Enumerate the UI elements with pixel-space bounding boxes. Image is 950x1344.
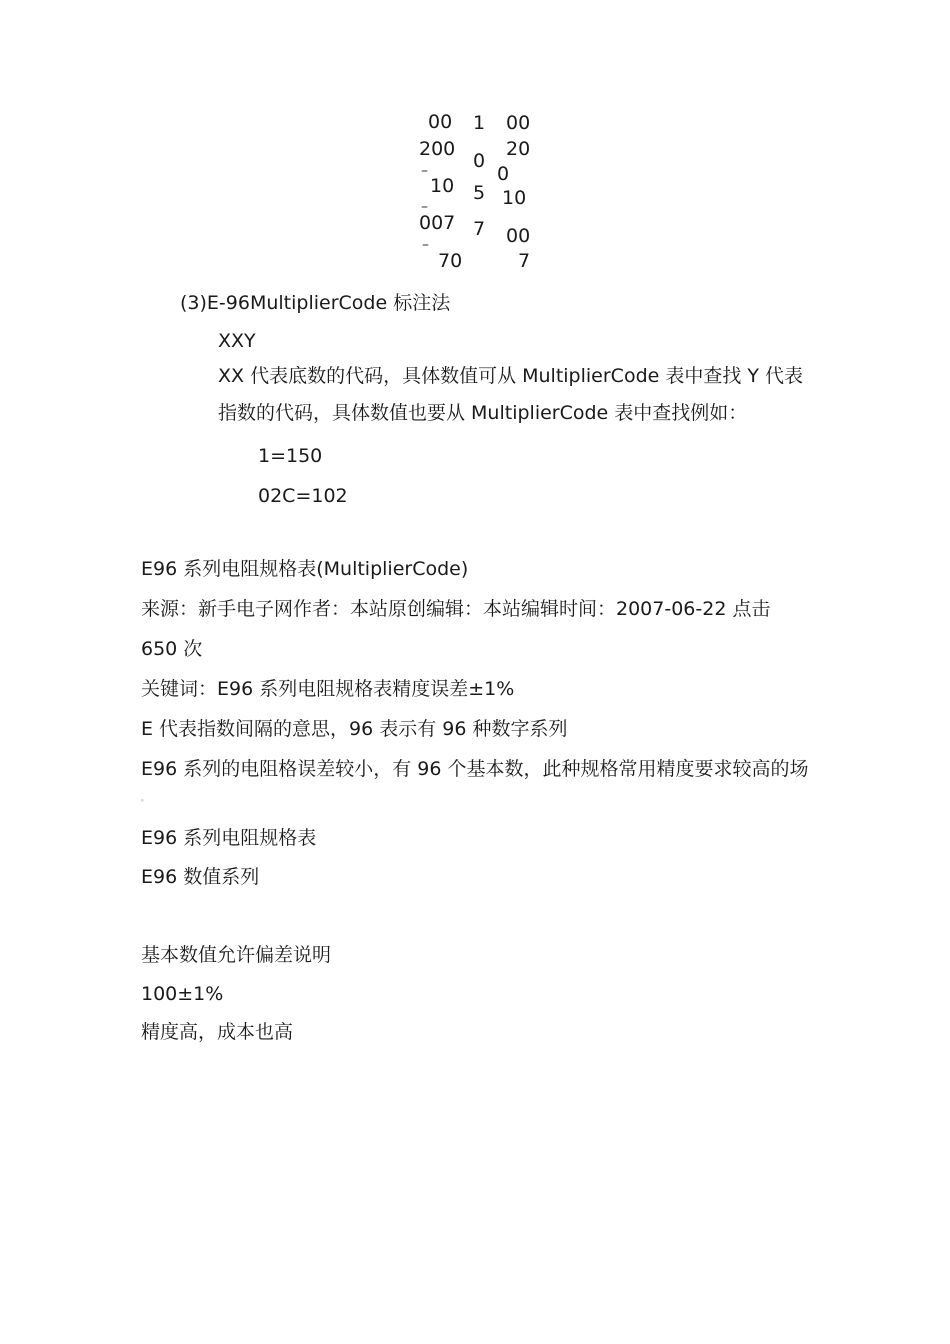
fragment-text: 200 [419, 138, 456, 160]
paragraph-continuation: ﾟ [141, 800, 146, 810]
fragment-text: 00 [506, 225, 531, 247]
article-keywords: 关键词：E96 系列电阻规格表精度误差±1% [141, 678, 515, 700]
table-note: 精度高，成本也高 [141, 1021, 294, 1043]
fragment-text: 007 [419, 212, 456, 234]
example-line: 1=150 [258, 445, 323, 467]
fragment-text: 5 [473, 182, 486, 204]
fragment-text: 10 [430, 175, 455, 197]
fragment-text: 7 [473, 218, 486, 240]
article-meta: 650 次 [141, 638, 203, 660]
article-paragraph: E96 系列的电阻格误差较小，有 96 个基本数，此种规格常用精度要求较高的场 [141, 758, 809, 780]
fragment-text-clipped: 0 [497, 163, 510, 185]
article-title: E96 系列电阻规格表(MultiplierCode) [141, 558, 469, 580]
article-meta: 来源：新手电子网作者：本站原创编辑：本站编辑时间：2007-06-22 点击 [141, 598, 771, 620]
fragment-text: 00 [506, 112, 531, 134]
fragment-text: 1 [473, 112, 486, 134]
article-paragraph: E 代表指数间隔的意思，96 表示有 96 种数字系列 [141, 718, 568, 740]
section-heading: (3)E-96MultiplierCode 标注法 [180, 292, 451, 314]
fragment-text: 10 [502, 187, 527, 209]
fragment-text: 0 [473, 150, 486, 172]
fragment-dash: – [422, 237, 429, 253]
example-line: 02C=102 [258, 485, 348, 507]
fragment-dash: – [421, 199, 428, 215]
fragment-text: 00 [428, 111, 453, 133]
fragment-dash: – [421, 163, 428, 179]
fragment-text: 70 [438, 250, 463, 272]
table-value: 100±1% [141, 983, 224, 1005]
format-code: XXY [218, 330, 256, 352]
article-subtitle: E96 数值系列 [141, 866, 260, 888]
fragment-text: 7 [518, 250, 531, 272]
description-line: XX 代表底数的代码，具体数值可从 MultiplierCode 表中查找 Y 代表 [218, 365, 804, 387]
article-subtitle: E96 系列电阻规格表 [141, 827, 317, 849]
fragment-text: 20 [506, 138, 531, 160]
description-line: 指数的代码，具体数值也要从 MultiplierCode 表中查找例如： [218, 402, 748, 424]
table-header: 基本数值允许偏差说明 [141, 944, 332, 966]
